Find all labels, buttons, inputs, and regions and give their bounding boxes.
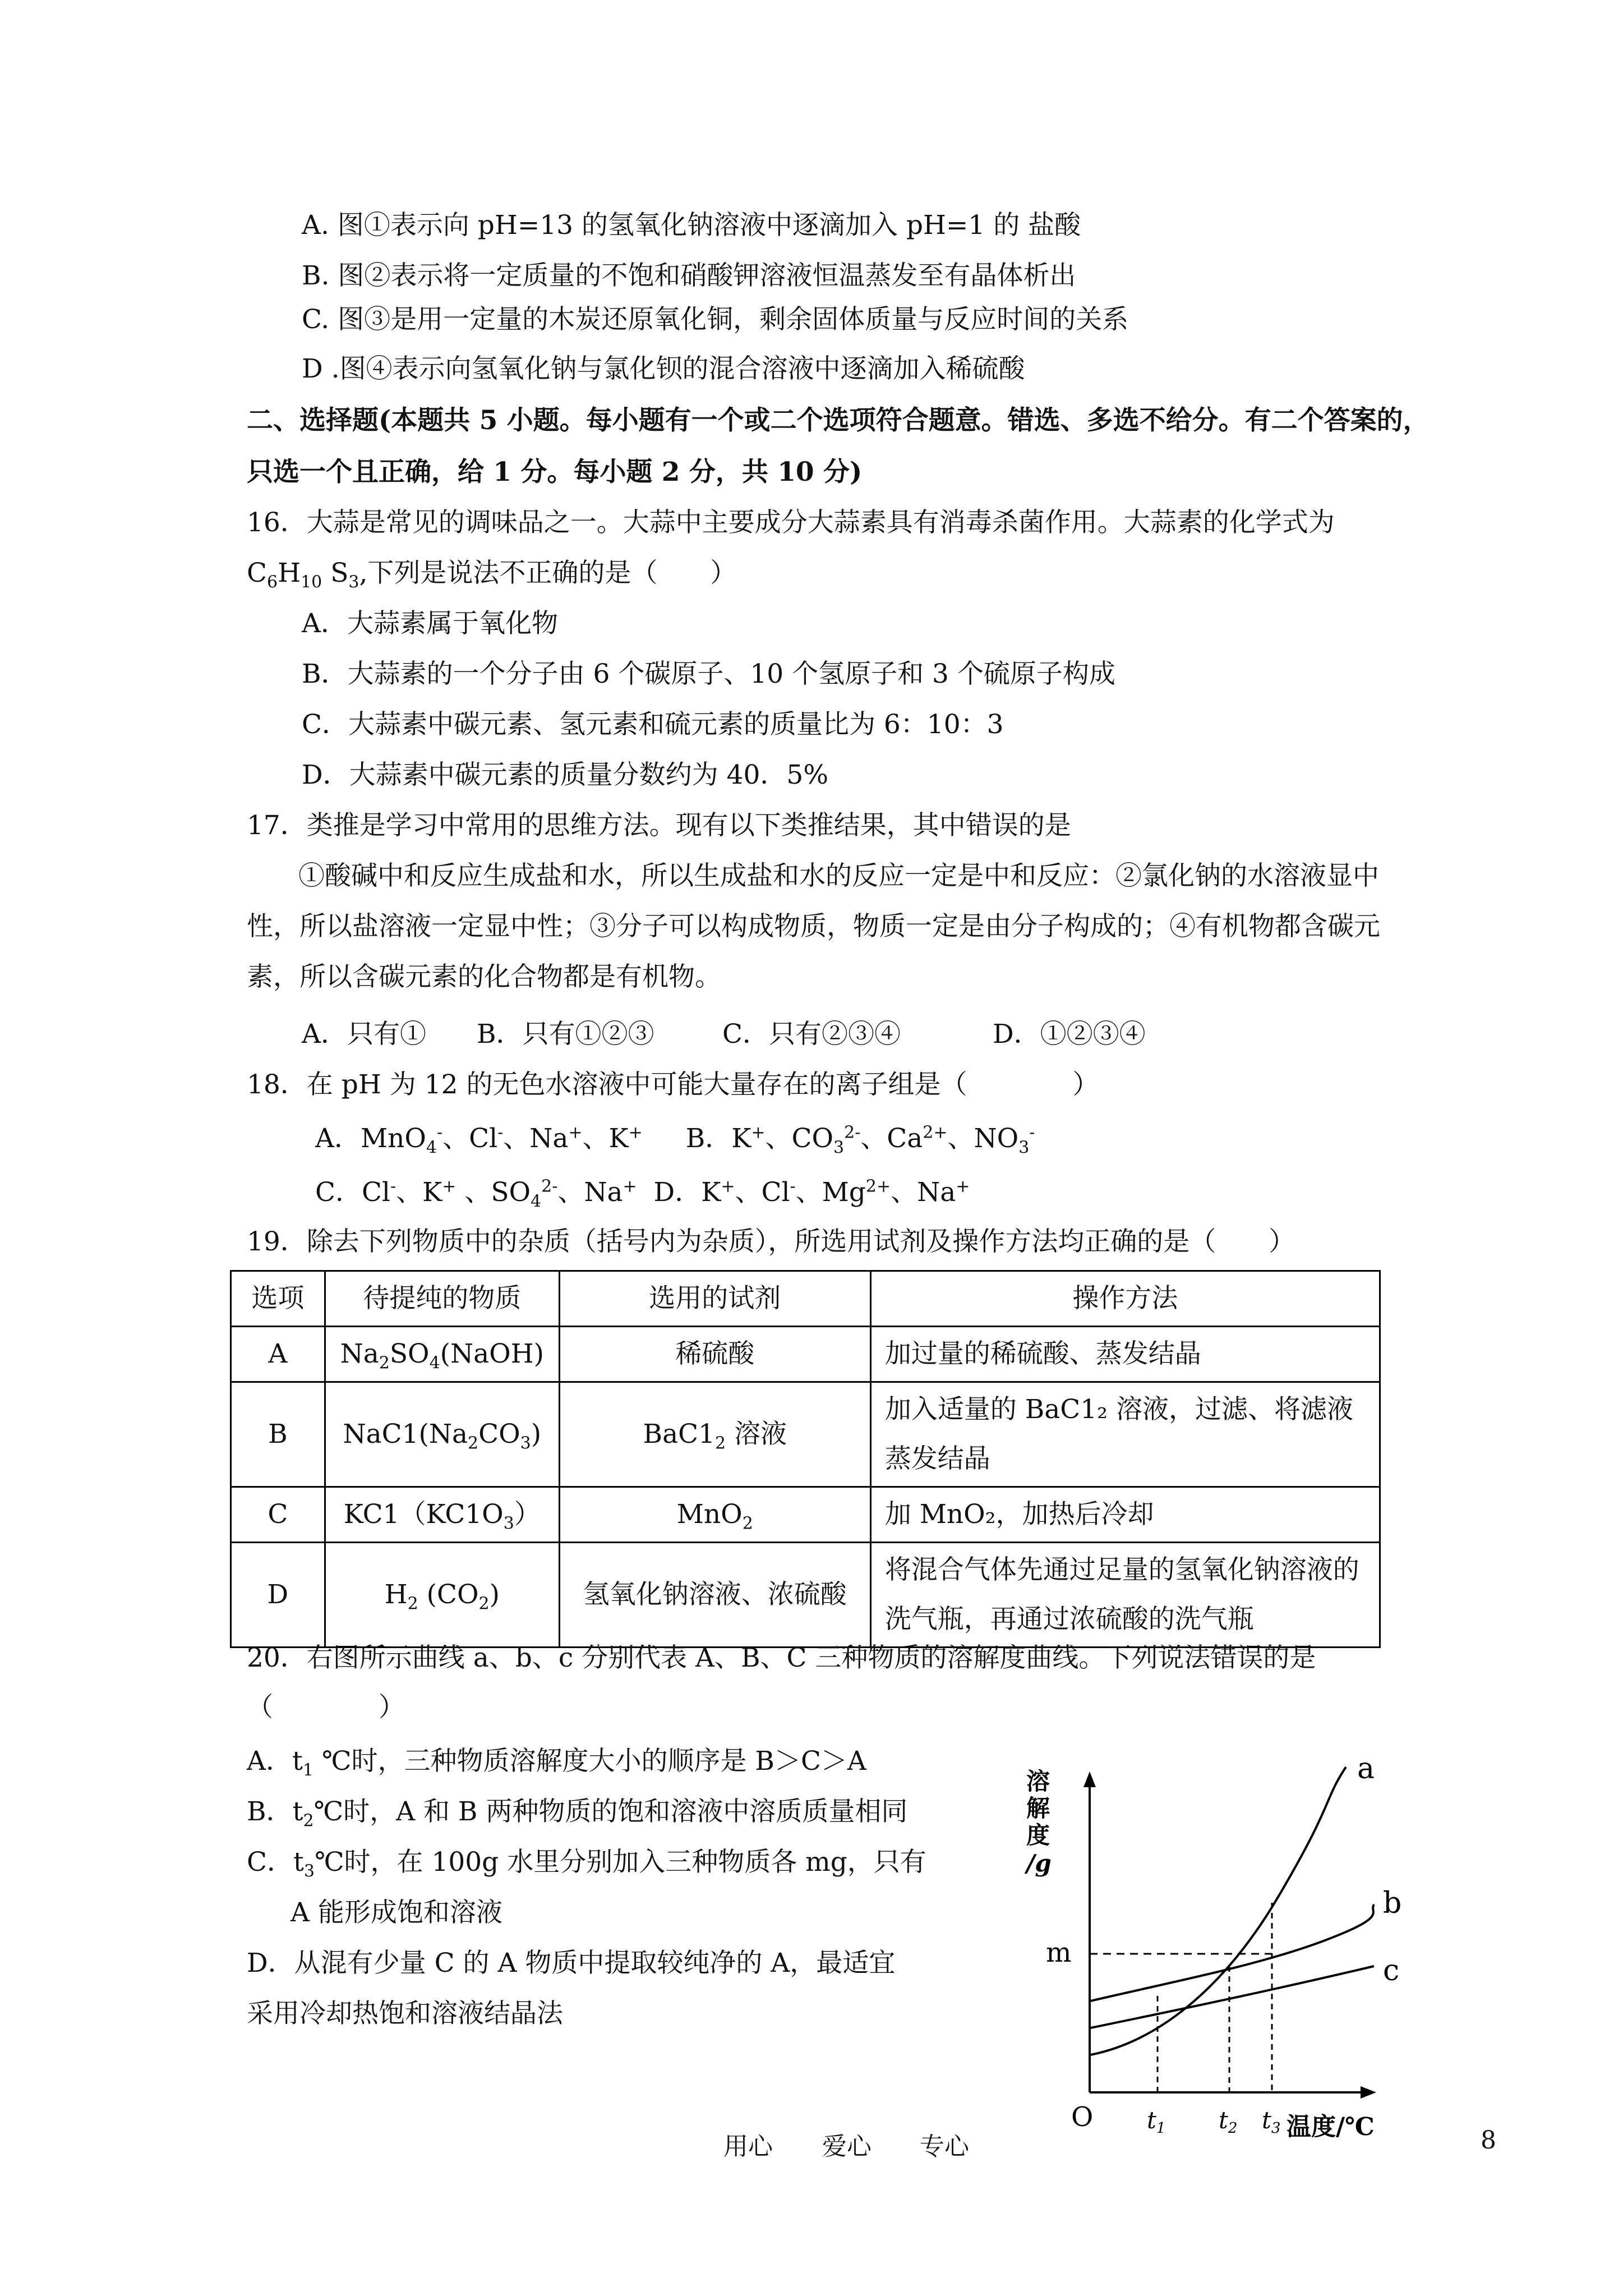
q20-option-d-cont: 采用冷却热饱和溶液结晶法	[247, 1998, 563, 2029]
q17-paragraph-2: 性，所以盐溶液一定显中性；③分子可以构成物质，物质一定是由分子构成的；④有机物都含碳元	[247, 911, 1380, 942]
q17-option-b: B．只有①②③	[477, 1019, 654, 1050]
q16-stem-tail: ,下列是说法不正确的是（ ）	[359, 558, 737, 588]
q15-option-a: A. 图①表示向 pH=13 的氢氧化钠溶液中逐滴加入 pH=1 的 盐酸	[302, 210, 1081, 241]
footer-text-1: 用心	[723, 2132, 773, 2161]
table-row	[231, 1327, 1380, 1382]
table-header-cell: 待提纯的物质	[325, 1271, 559, 1327]
series-label-b: b	[1383, 1887, 1402, 1920]
q16-option-b: B．大蒜素的一个分子由 6 个碳原子、10 个氢原子和 3 个硫原子构成	[302, 659, 1115, 689]
q16-option-c: C．大蒜素中碳元素、氢元素和硫元素的质量比为 6：10：3	[302, 709, 1004, 740]
q18-stem: 18．在 pH 为 12 的无色水溶液中可能大量存在的离子组是（ ）	[247, 1069, 1099, 1100]
series-label-a: a	[1357, 1756, 1375, 1786]
curve-c	[1091, 1966, 1374, 2028]
q19-table	[230, 1270, 1381, 1648]
q15-option-d: D .图④表示向氢氧化钠与氯化钡的混合溶液中逐滴加入稀硫酸	[302, 353, 1025, 384]
q19-stem: 19．除去下列物质中的杂质（括号内为杂质），所选用试剂及操作方法均正确的是（ ）	[247, 1226, 1295, 1257]
footer-text-3: 专心	[920, 2132, 969, 2161]
table-row	[231, 1543, 1380, 1648]
y-axis-arrow	[1083, 1772, 1096, 1787]
q20-stem: 20．右图所示曲线 a、b、c 分别代表 A、B、C 三种物质的溶解度曲线。下列说法错误的是	[247, 1642, 1316, 1673]
table-row	[231, 1487, 1380, 1543]
q17-paragraph-3: 素，所以含碳元素的化合物都是有机物。	[247, 961, 721, 992]
y-axis-label-char: 溶	[1026, 1768, 1050, 1795]
table-header-row	[231, 1271, 1380, 1327]
reagent-cell: 氢氧化钠溶液、浓硫酸	[559, 1543, 870, 1648]
q20-option-b: B．$t_2℃$时，A 和 B 两种物质的饱和溶液中溶质质量相同	[247, 1796, 908, 1831]
option-cell: D	[231, 1543, 325, 1648]
x-tick-t1: t1	[1147, 2106, 1166, 2137]
y-axis-label-char: 解	[1026, 1795, 1050, 1822]
option-cell: C	[231, 1487, 325, 1543]
table-header-cell: 选项	[231, 1271, 325, 1327]
q18-options-cd: C．Cl-、K+ 、$SO_4^{2-}$、Na+ D．K+、Cl-、$Mg^{2+}$、Na+	[315, 1176, 970, 1212]
origin-label: O	[1071, 2101, 1094, 2133]
substance-cell: $NaC1(Na_2CO_3)$	[325, 1382, 559, 1487]
x-axis-label: 温度/℃	[1287, 2113, 1375, 2137]
option-cell: B	[231, 1382, 325, 1487]
q16-option-d: D．大蒜素中碳元素的质量分数约为 40．5%	[302, 760, 828, 790]
q20-option-b-text: ℃时，A 和 B 两种物质的饱和溶液中溶质质量相同	[313, 1796, 908, 1827]
substance-cell: $KC1(KC1O_3)$	[325, 1487, 559, 1543]
x-tick-t2: t2	[1219, 2106, 1238, 2137]
q15-option-b: B. 图②表示将一定质量的不饱和硝酸钾溶液恒温蒸发至有晶体析出	[302, 260, 1076, 291]
q20-option-a-text: ℃时，三种物质溶解度大小的顺序是 B＞C＞A	[321, 1746, 866, 1777]
solubility-curve-chart	[987, 1756, 1424, 2137]
x-tick-t3: t3	[1262, 2106, 1281, 2137]
table-header-cell: 操作方法	[870, 1271, 1380, 1327]
reagent-cell: MnO$_2$	[559, 1487, 870, 1543]
method-cell: 将混合气体先通过足量的氢氧化钠溶液的洗气瓶，再通过浓硫酸的洗气瓶	[870, 1543, 1380, 1648]
section-2-heading-line1: 二、选择题(本题共 5 小题。每小题有一个或二个选项符合题意。错选、多选不给分。有二个答案的，	[247, 405, 1430, 436]
q17-option-c: C．只有②③④	[722, 1019, 901, 1050]
q20-option-c-cont: A 能形成饱和溶液	[291, 1897, 502, 1928]
y-axis-label-char: 度	[1026, 1821, 1050, 1849]
q16-option-a: A．大蒜素属于氧化物	[302, 608, 558, 639]
q17-paragraph-1: ①酸碱中和反应生成盐和水，所以生成盐和水的反应一定是中和反应：②氯化钠的水溶液显中	[298, 861, 1379, 891]
substance-cell: $Na_2SO_4(NaOH)$	[325, 1327, 559, 1382]
reagent-cell: $BaC1_2$ 溶液	[559, 1382, 870, 1487]
option-cell: A	[231, 1327, 325, 1382]
method-cell: 加入适量的 BaC1₂ 溶液，过滤、将滤液蒸发结晶	[870, 1382, 1380, 1487]
method-cell: 加过量的稀硫酸、蒸发结晶	[870, 1327, 1380, 1382]
q17-option-d: D．①②③④	[993, 1019, 1146, 1050]
q15-option-c: C. 图③是用一定量的木炭还原氧化铜，剩余固体质量与反应时间的关系	[302, 304, 1129, 335]
substance-cell: $H_2$ $(CO_2)$	[325, 1543, 559, 1648]
q17-stem: 17．类推是学习中常用的思维方法。现有以下类推结果，其中错误的是	[247, 810, 1071, 841]
q17-option-a: A．只有①	[302, 1019, 426, 1050]
page-number: 8	[1481, 2126, 1496, 2155]
q20-option-d: D．从混有少量 C 的 A 物质中提取较纯净的 A，最适宜	[247, 1948, 896, 1978]
q16-stem: 16．大蒜是常见的调味品之一。大蒜中主要成分大蒜素具有消毒杀菌作用。大蒜素的化学式为	[247, 507, 1335, 538]
footer-text-2: 爱心	[822, 2132, 872, 2161]
y-mark-m: m	[1046, 1937, 1072, 1968]
section-2-heading-line2: 只选一个且正确，给 1 分。每小题 2 分，共 10 分)	[247, 457, 863, 487]
y-axis-label-char: /g	[1026, 1849, 1052, 1877]
q16-formula-line: $C_6H_{10}$ $S_3$,下列是说法不正确的是（ ）	[247, 558, 737, 592]
q20-option-a: A．$t_1$ ℃时，三种物质溶解度大小的顺序是 B＞C＞A	[247, 1746, 866, 1780]
table-row	[231, 1382, 1380, 1487]
table-header-cell: 选用的试剂	[559, 1271, 870, 1327]
q18-options-ab: A．MnO$_4$-、Cl-、Na+、K+ B．K+、$CO_3^{2-}$、$Ca^{2+}$、$NO_3^-$	[315, 1122, 1035, 1158]
method-cell: 加 MnO₂，加热后冷却	[870, 1487, 1380, 1543]
q20-option-c: C．$t_3℃$时，在 100g 水里分别加入三种物质各 mg，只有	[247, 1847, 926, 1881]
q20-stem-cont: （ ）	[247, 1692, 405, 1723]
q20-option-c-text: ℃时，在 100g 水里分别加入三种物质各 mg，只有	[314, 1847, 926, 1878]
x-axis-arrow	[1361, 2086, 1376, 2099]
curve-b	[1091, 1904, 1374, 2001]
series-label-c: c	[1383, 1954, 1400, 1987]
curve-a	[1091, 1767, 1346, 2055]
reagent-cell: 稀硫酸	[559, 1327, 870, 1382]
